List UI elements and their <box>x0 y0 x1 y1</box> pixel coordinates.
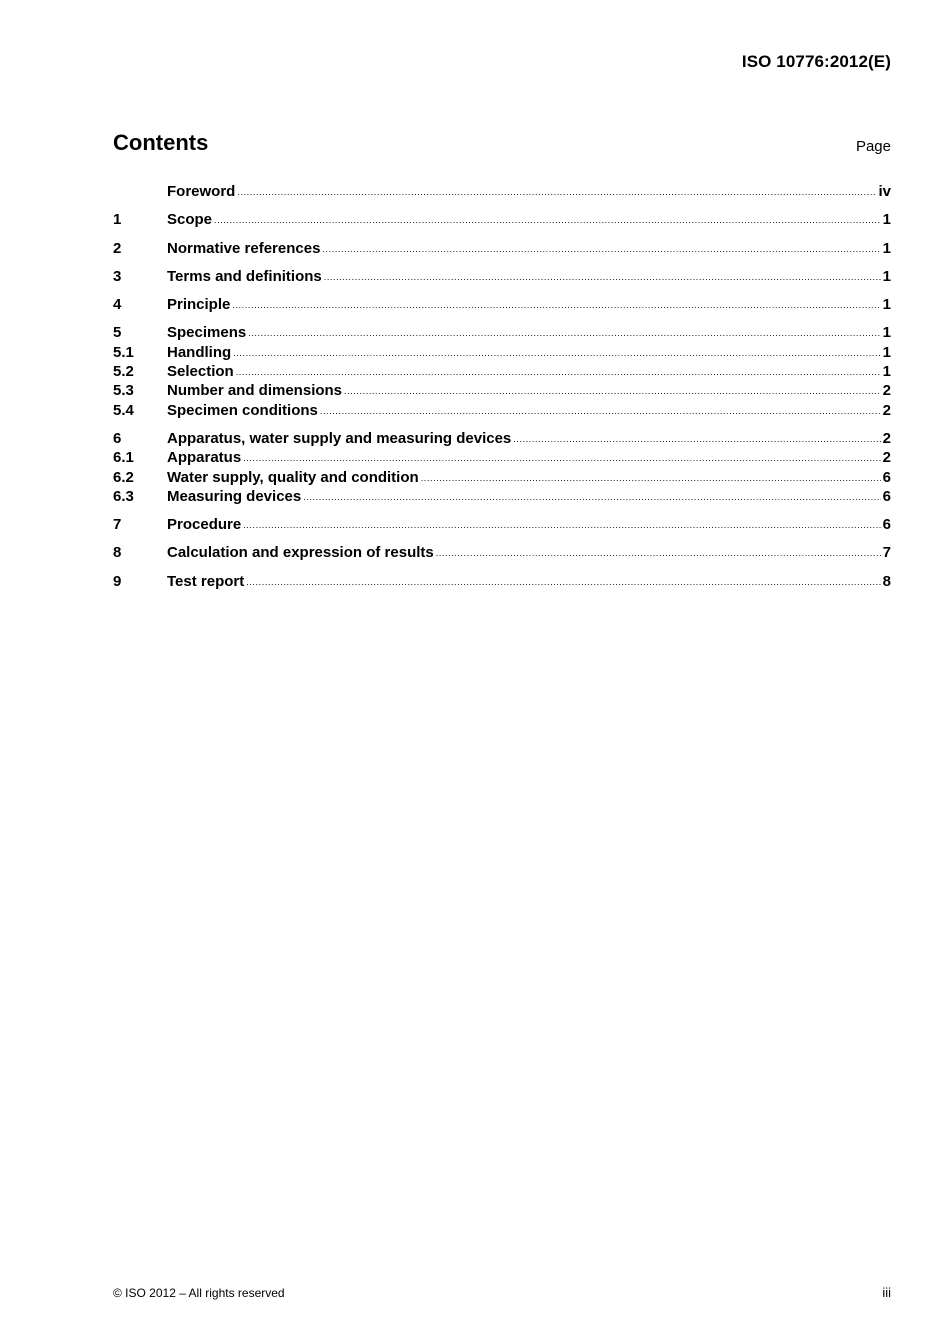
dot-leader <box>513 435 880 444</box>
toc-entry-title: Test report <box>167 572 245 590</box>
toc-entry[interactable] <box>113 211 891 230</box>
dot-leader <box>248 329 880 338</box>
toc-entry-number: 2 <box>113 239 122 257</box>
dot-leader <box>324 273 881 282</box>
toc-entry-number: 6.2 <box>113 468 134 486</box>
dot-leader <box>214 216 881 225</box>
toc-group <box>113 544 891 563</box>
toc-group <box>113 516 891 535</box>
toc-entry-title: Apparatus, water supply and measuring devices <box>167 429 512 447</box>
dot-leader <box>243 521 880 530</box>
toc-entry-page: 2 <box>882 429 891 447</box>
toc-entry-title: Specimen conditions <box>167 401 318 419</box>
toc-entry[interactable] <box>113 382 891 401</box>
toc-entry-title: Calculation and expression of results <box>167 544 434 562</box>
toc-entry-title: Foreword <box>167 183 236 200</box>
toc-entry-number: 1 <box>113 211 122 229</box>
toc-entry-title: Handling <box>167 343 232 361</box>
dot-leader <box>232 301 880 310</box>
toc-entry[interactable] <box>113 449 891 468</box>
toc-entry-page: 1 <box>882 296 891 314</box>
dot-leader <box>421 474 881 483</box>
dot-leader <box>243 454 880 463</box>
toc-entry[interactable] <box>113 344 891 363</box>
toc-group <box>113 183 891 202</box>
toc-entry[interactable] <box>113 296 891 315</box>
toc-entry-number: 5.3 <box>113 382 134 400</box>
toc-entry-number: 4 <box>113 296 122 314</box>
toc-entry[interactable] <box>113 240 891 259</box>
toc-entry-title: Scope <box>167 211 213 229</box>
toc-entry-number: 3 <box>113 267 122 285</box>
toc-entry[interactable] <box>113 402 891 421</box>
toc-entry-number: 6 <box>113 429 122 447</box>
toc-entry-title: Normative references <box>167 239 321 257</box>
dot-leader <box>436 549 881 558</box>
copyright-notice: © ISO 2012 – All rights reserved <box>113 1286 285 1300</box>
toc-entry-number: 6.1 <box>113 449 134 467</box>
toc-entry-page: 6 <box>882 468 891 486</box>
toc-entry-number: 8 <box>113 544 122 562</box>
toc-entry[interactable] <box>113 324 891 343</box>
toc-entry-title: Water supply, quality and condition <box>167 468 419 486</box>
toc-entry-page: 1 <box>882 343 891 361</box>
dot-leader <box>246 578 880 587</box>
dot-leader <box>320 407 881 416</box>
toc-entry[interactable] <box>113 183 891 202</box>
toc-entry-number: 7 <box>113 516 122 534</box>
toc-entry[interactable] <box>113 573 891 592</box>
toc-entry[interactable] <box>113 544 891 563</box>
toc-entry-number: 6.3 <box>113 487 134 505</box>
toc-group <box>113 211 891 230</box>
page-number: iii <box>882 1285 891 1300</box>
toc-entry[interactable] <box>113 430 891 449</box>
toc-entry-number: 5.2 <box>113 363 134 381</box>
toc-entry-title: Specimens <box>167 324 247 342</box>
dot-leader <box>237 188 876 197</box>
page-column-label: Page <box>855 138 891 155</box>
toc-entry-page: 6 <box>882 487 891 505</box>
toc-group <box>113 268 891 287</box>
toc-entry-title: Selection <box>167 363 234 381</box>
toc-group <box>113 296 891 315</box>
toc-entry-number: 5.4 <box>113 401 134 419</box>
toc-entry-page: 2 <box>882 401 891 419</box>
toc-entry-title: Principle <box>167 296 231 314</box>
toc-entry-page: 1 <box>882 363 891 381</box>
toc-group <box>113 324 891 420</box>
toc-entry[interactable] <box>113 516 891 535</box>
toc-entry-number: 5 <box>113 324 122 342</box>
toc-entry-page: iv <box>878 183 891 200</box>
toc-entry-page: 1 <box>882 324 891 342</box>
dot-leader <box>236 368 881 377</box>
dot-leader <box>233 349 880 358</box>
toc-entry-number: 9 <box>113 572 122 590</box>
toc-entry-page: 1 <box>882 267 891 285</box>
toc-group <box>113 430 891 507</box>
toc-entry-title: Apparatus <box>167 449 242 467</box>
toc-entry[interactable] <box>113 363 891 382</box>
dot-leader <box>322 245 880 254</box>
toc-entry-title: Terms and definitions <box>167 267 322 285</box>
toc-entry-page: 2 <box>882 449 891 467</box>
toc-entry-page: 8 <box>882 572 891 590</box>
contents-title: Contents <box>113 130 209 155</box>
dot-leader <box>344 387 881 396</box>
toc-entry-page: 2 <box>882 382 891 400</box>
toc-entry-page: 6 <box>882 516 891 534</box>
toc-entry-number: 5.1 <box>113 343 134 361</box>
toc-entry-title: Measuring devices <box>167 487 302 505</box>
toc-entry-page: 7 <box>882 544 891 562</box>
toc-group <box>113 573 891 592</box>
toc-entry-page: 1 <box>882 239 891 257</box>
document-id-header: ISO 10776:2012(E) <box>741 52 891 71</box>
table-of-contents <box>113 183 891 601</box>
toc-entry-page: 1 <box>882 211 891 229</box>
toc-group <box>113 240 891 259</box>
toc-entry[interactable] <box>113 488 891 507</box>
toc-entry-title: Procedure <box>167 516 242 534</box>
toc-entry[interactable] <box>113 469 891 488</box>
dot-leader <box>303 493 880 502</box>
toc-entry[interactable] <box>113 268 891 287</box>
toc-entry-title: Number and dimensions <box>167 382 343 400</box>
